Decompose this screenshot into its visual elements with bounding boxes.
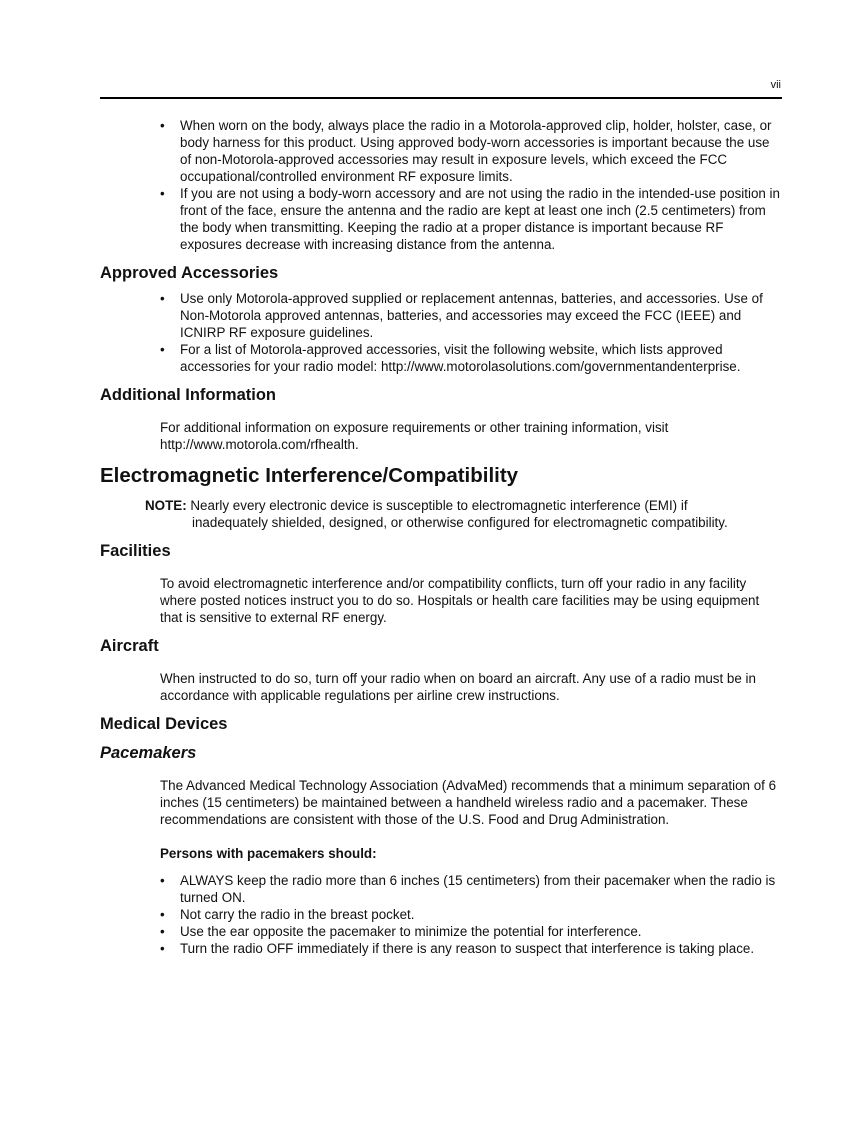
list-item-text: If you are not using a body-worn accessory and are not using the radio in the intended-use position in front of the face, ensure the antenna and the radio are kept at least one inch (2.5 centimeters) from the body when transmitting. Keeping the radio at a proper distance is important because RF exposures decrease with increasing distance from the antenna. xyxy=(180,186,780,252)
note-text-line2: inadequately shielded, designed, or otherwise configured for electromagnetic compatibility. xyxy=(192,515,728,530)
list-item xyxy=(160,341,784,375)
list-item-text: Not carry the radio in the breast pocket. xyxy=(180,907,415,922)
list-item-text: For a list of Motorola-approved accessories, visit the following website, which lists approved accessories for your radio model: http://www.motorolasolutions.com/governmentandenterprise. xyxy=(180,342,741,374)
list-item xyxy=(160,872,784,906)
page-content xyxy=(100,117,784,957)
emi-note xyxy=(145,497,784,531)
list-item xyxy=(160,117,784,185)
list-item xyxy=(160,940,784,957)
body-worn-bullet-list xyxy=(100,117,784,253)
bullet-icon: • xyxy=(160,342,165,357)
list-item-text: Turn the radio OFF immediately if there is any reason to suspect that interference is taking place. xyxy=(180,941,755,956)
bullet-icon: • xyxy=(160,873,165,888)
bullet-icon: • xyxy=(160,118,165,133)
rfhealth-link[interactable]: http://www.motorola.com/rfhealth. xyxy=(160,437,359,452)
additional-information-line: For additional information on exposure requirements or other training information, visit xyxy=(160,420,669,435)
medical-devices-heading: Medical Devices xyxy=(100,715,228,733)
aircraft-text: When instructed to do so, turn off your radio when on board an aircraft. Any use of a radio must be in accordance with applicable regulations per airline crew instructions. xyxy=(160,671,756,703)
bullet-icon: • xyxy=(160,291,165,306)
bullet-icon: • xyxy=(160,907,165,922)
emi-heading: Electromagnetic Interference/Compatibility xyxy=(100,464,519,487)
persons-with-pacemakers-heading: Persons with pacemakers should: xyxy=(160,846,377,861)
list-item xyxy=(160,290,784,341)
approved-accessories-heading: Approved Accessories xyxy=(100,264,279,282)
header-rule xyxy=(100,97,782,99)
list-item-text: ALWAYS keep the radio more than 6 inches (15 centimeters) from their pacemaker when the radio is turned ON. xyxy=(180,873,776,905)
additional-information-heading: Additional Information xyxy=(100,386,276,404)
list-item xyxy=(160,185,784,253)
pacemakers-heading: Pacemakers xyxy=(100,744,197,762)
list-item xyxy=(160,906,784,923)
list-item-text: Use only Motorola-approved supplied or replacement antennas, batteries, and accessories. Use of Non-Motorola approved antennas, batteries, and accessories may exceed the FCC (IEEE) and ICNIRP RF exposure guidelines. xyxy=(180,291,763,340)
note-text-line1: Nearly every electronic device is susceptible to electromagnetic interference (EMI) if xyxy=(190,498,688,513)
list-item xyxy=(160,923,784,940)
additional-information-text xyxy=(160,419,784,453)
aircraft-heading: Aircraft xyxy=(100,637,159,655)
bullet-icon: • xyxy=(160,941,165,956)
bullet-icon: • xyxy=(160,186,165,201)
note-label: NOTE: xyxy=(145,498,187,513)
list-item-text: When worn on the body, always place the radio in a Motorola-approved clip, holder, holster, case, or body harness for this product. Using approved body-worn accessories is important because the use of non-Motorola-approved accessories may result in exposure levels, which exceed the FCC occupational/controlled environment RF exposure limits. xyxy=(180,118,772,184)
pacemakers-text: The Advanced Medical Technology Association (AdvaMed) recommends that a minimum separation of 6 inches (15 centimeters) be maintained between a handheld wireless radio and a pacemaker. These recommendations are consistent with those of the U.S. Food and Drug Administration. xyxy=(160,778,777,827)
facilities-text: To avoid electromagnetic interference and/or compatibility conflicts, turn off your radio in any facility where posted notices instruct you to do so. Hospitals or health care facilities may be using equipment that is sensitive to external RF energy. xyxy=(160,576,760,625)
page-number: vii xyxy=(770,79,781,91)
approved-accessories-bullet-list xyxy=(100,290,784,375)
pacemaker-bullet-list xyxy=(100,872,784,957)
bullet-icon: • xyxy=(160,924,165,939)
facilities-heading: Facilities xyxy=(100,542,171,560)
list-item-text: Use the ear opposite the pacemaker to minimize the potential for interference. xyxy=(180,924,642,939)
